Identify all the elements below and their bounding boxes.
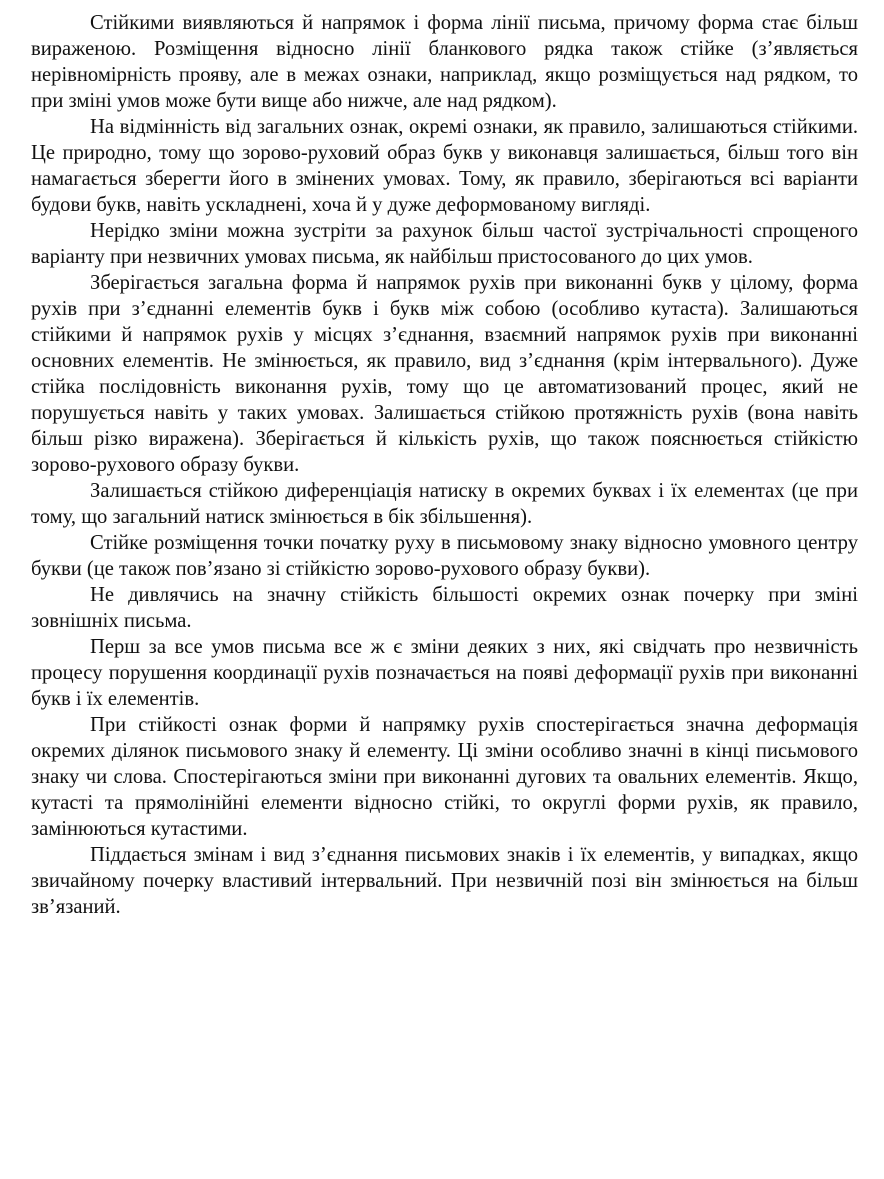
paragraph-3: Нерідко зміни можна зустріти за рахунок більш частої зустрічальності спрощеного варіанту при незвичних умовах письма, як найбільш пристосованого до цих умов. <box>31 220 858 268</box>
paragraph-10: Піддається змінам і вид з’єднання письмових знаків і їх елементів, у випадках, якщо звичайному почерку властивий інтервальний. При незвичній позі він змінюється на більш зв’язаний. <box>31 844 858 918</box>
paragraph-2: На відмінність від загальних ознак, окремі ознаки, як правило, залишаються стійкими. Це природно, тому що зорово-руховий образ букв у виконавця залишається, більш того він намагається зберегти його в змінених умовах. Тому, як правило, зберігаються всі варіанти будови букв, навіть ускладнені, хоча й у дуже деформованому вигляді. <box>31 116 858 216</box>
paragraph-5: Залишається стійкою диференціація натиску в окремих буквах і їх елементах (це при тому, що загальний натиск змінюється в бік збільшення). <box>31 480 858 528</box>
paragraph-4: Зберігається загальна форма й напрямок рухів при виконанні букв у цілому, форма рухів при з’єднанні елементів букв і букв між собою (особливо кутаста). Залишаються стійкими й напрямок рухів у місцях з’єднання, взаємний напрямок рухів при виконанні основних елементів. Не змінюється, як правило, вид з’єднання (крім інтервального). Дуже стійка послідовність виконання рухів, тому що це автоматизований процес, який не порушується навіть у таких умовах. Залишається стійкою протяжність рухів (вона навіть більш різко виражена). Зберігається й кількість рухів, що також пояснюється стійкістю зорово-рухового образу букви. <box>31 272 858 476</box>
paragraph-6: Стійке розміщення точки початку руху в письмовому знаку відносно умовного центру букви (це також пов’язано зі стійкістю зорово-рухового образу букви). <box>31 532 858 580</box>
paragraph-8: Перш за все умов письма все ж є зміни деяких з них, які свідчать про незвичність процесу порушення координації рухів позначається на появі деформації рухів при виконанні букв і їх елементів. <box>31 636 858 710</box>
document-body <box>31 10 858 920</box>
paragraph-9: При стійкості ознак форми й напрямку рухів спостерігається значна деформація окремих ділянок письмового знаку й елементу. Ці зміни особливо значні в кінці письмового знаку чи слова. Спостерігаються зміни при виконанні дугових та овальних елементів. Якщо, кутасті та прямолінійні елементи відносно стійкі, то округлі форми рухів, як правило, замінюються кутастими. <box>31 714 858 840</box>
paragraph-7: Не дивлячись на значну стійкість більшості окремих ознак почерку при зміні зовнішніх письма. <box>31 584 858 632</box>
paragraph-1: Стійкими виявляються й напрямок і форма лінії письма, причому форма стає більш вираженою. Розміщення відносно лінії бланкового рядка також стійке (з’являється нерівномірність прояву, але в межах ознаки, наприклад, якщо розміщується над рядком, то при зміні умов може бути вище або нижче, але над рядком). <box>31 12 858 112</box>
